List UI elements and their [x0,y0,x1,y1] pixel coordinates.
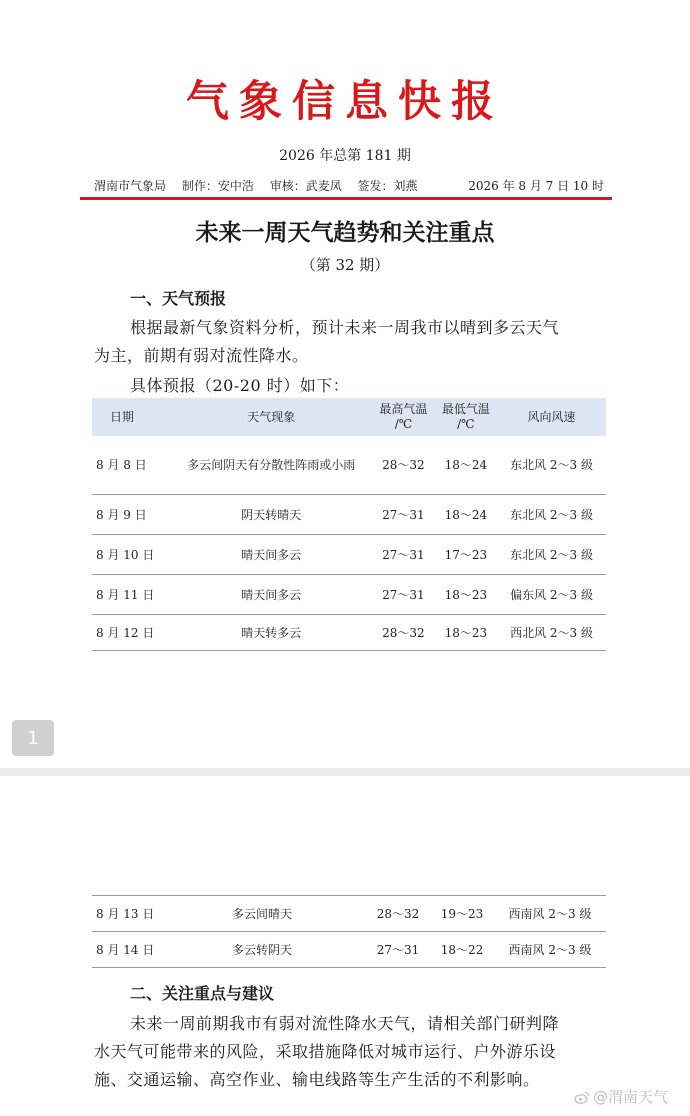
document-page-2 [0,776,690,1116]
table-header-row [92,398,606,436]
forecast-table [92,398,606,651]
staff-names [94,177,430,194]
forecast-table-continued [92,895,606,968]
meta-row [94,177,604,194]
issuer: 签发：刘燕 [357,179,418,193]
table-row: 8 月 12 日 晴天转多云 28～32 18～23 西北风 2～3 级 [92,614,606,650]
col-date: 日期 [110,409,135,424]
advice-para-line2: 水天气可能带来的风险，采取措施降低对城市运行、户外游乐设 [94,1042,557,1061]
forecast-intro: 具体预报（20-20 时）如下： [130,376,350,395]
watermark-text: @渭南天气 [593,1088,669,1106]
table-row: 8 月 13 日 多云间晴天 28～32 19～23 西南风 2～3 级 [92,896,606,932]
headline: 未来一周天气趋势和关注重点 [195,220,495,246]
advice-para-line1: 未来一周前期我市有弱对流性降水天气，请相关部门研判降 [130,1014,560,1033]
forecast-para-line2: 为主，前期有弱对流性降水。 [94,346,309,365]
reviewer: 审核：武麦凤 [269,179,342,193]
section-heading-advice: 二、关注重点与建议 [130,984,275,1003]
issue-number: 2026 年总第 181 期 [279,148,411,164]
forecast-paragraph [94,314,608,370]
table-row: 8 月 14 日 多云转阴天 27～31 18～22 西南风 2～3 级 [92,932,606,968]
table-row: 8 月 10 日 晴天间多云 27～31 17～23 东北风 2～3 级 [92,534,606,574]
section-heading-forecast: 一、天气预报 [130,289,227,308]
table-row: 8 月 8 日 多云间阴天有分散性阵雨或小雨 28～32 18～24 东北风 2～3 级 [92,436,606,494]
bulletin-title: 气象信息快报 [186,77,504,127]
agency-name: 渭南市气象局 [94,179,167,193]
col-tmin: 最低气温 /℃ [441,402,490,431]
col-wind: 风向风速 [527,409,576,424]
issue-datetime: 2026 年 8 月 7 日 10 时 [468,179,604,193]
producer: 制作：安中浩 [181,179,254,193]
table-row: 8 月 9 日 阴天转晴天 27～31 18～24 东北风 2～3 级 [92,494,606,534]
forecast-para-line1: 根据最新气象资料分析，预计未来一周我市以晴到多云天气 [130,318,560,337]
col-weather: 天气现象 [247,409,296,424]
table-row: 8 月 11 日 晴天间多云 27～31 18～23 偏东风 2～3 级 [92,574,606,614]
advice-paragraph [94,1010,608,1094]
red-divider [80,197,612,200]
weibo-watermark [574,1086,668,1107]
sub-issue-number: （第 32 期） [300,256,390,274]
advice-para-line3: 施、交通运输、高空作业、输电线路等生产生活的不利影响。 [94,1070,540,1089]
weibo-icon [574,1089,590,1105]
col-tmax: 最高气温 /℃ [379,402,428,431]
page-number-badge[interactable]: 1 [12,720,54,756]
page-separator [0,768,690,776]
